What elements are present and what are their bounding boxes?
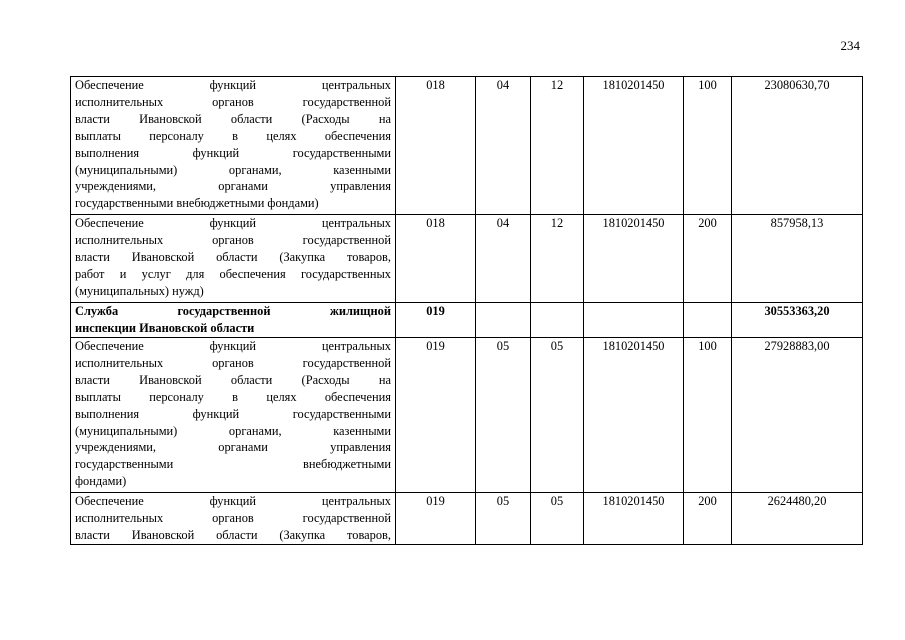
page-number: 234 (840, 38, 860, 53)
description-cell: Служба государственной жилищной инспекции Ивановской области (71, 303, 396, 338)
amount-cell: 2624480,20 (732, 493, 863, 545)
target-article-cell: 1810201450 (584, 338, 684, 493)
section-code-cell: 04 (476, 215, 531, 303)
section-code-cell: 05 (476, 493, 531, 545)
target-article-cell: 1810201450 (584, 77, 684, 215)
amount-cell: 27928883,00 (732, 338, 863, 493)
amount-cell: 30553363,20 (732, 303, 863, 338)
description-cell: Обеспечение функций центральных исполнительных органов государственной власти Ивановской области (Расходы на выплаты персоналу в целях обеспечения выполнения функций государственными (муниципальными) органами, казенными учреждениями, органами управления государственными внебюджетными фондами) (71, 338, 396, 493)
expense-type-cell (684, 303, 732, 338)
ministry-code-cell: 019 (396, 303, 476, 338)
ministry-code-cell: 019 (396, 493, 476, 545)
subsection-code-cell (531, 303, 584, 338)
subsection-code-cell: 05 (531, 338, 584, 493)
target-article-cell: 1810201450 (584, 493, 684, 545)
table-row (71, 303, 863, 338)
target-article-cell: 1810201450 (584, 215, 684, 303)
description-cell: Обеспечение функций центральных исполнительных органов государственной власти Ивановской области (Расходы на выплаты персоналу в целях обеспечения выполнения функций государственными (муниципальными) органами, казенными учреждениями, органами управления государственными внебюджетными фондами) (71, 77, 396, 215)
expense-type-cell: 100 (684, 338, 732, 493)
table-row (71, 215, 863, 303)
subsection-code-cell: 12 (531, 215, 584, 303)
target-article-cell (584, 303, 684, 338)
section-code-cell (476, 303, 531, 338)
table-row (71, 493, 863, 545)
section-code-cell: 05 (476, 338, 531, 493)
expense-type-cell: 200 (684, 493, 732, 545)
table-row (71, 338, 863, 493)
description-cell: Обеспечение функций центральных исполнительных органов государственной власти Ивановской области (Закупка товаров, (71, 493, 396, 545)
ministry-code-cell: 018 (396, 215, 476, 303)
description-cell: Обеспечение функций центральных исполнительных органов государственной власти Ивановской области (Закупка товаров, работ и услуг для обеспечения государственных (муниципальных) нужд) (71, 215, 396, 303)
table-row (71, 77, 863, 215)
ministry-code-cell: 018 (396, 77, 476, 215)
section-code-cell: 04 (476, 77, 531, 215)
budget-table (70, 76, 863, 545)
subsection-code-cell: 12 (531, 77, 584, 215)
expense-type-cell: 100 (684, 77, 732, 215)
amount-cell: 857958,13 (732, 215, 863, 303)
expense-type-cell: 200 (684, 215, 732, 303)
subsection-code-cell: 05 (531, 493, 584, 545)
ministry-code-cell: 019 (396, 338, 476, 493)
amount-cell: 23080630,70 (732, 77, 863, 215)
